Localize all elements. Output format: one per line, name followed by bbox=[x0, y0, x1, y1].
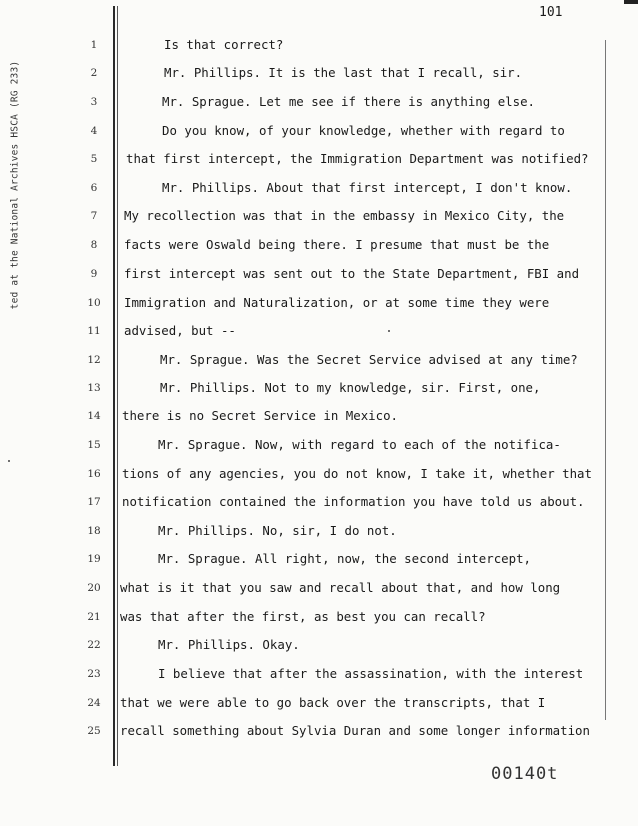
transcript-line bbox=[0, 522, 638, 548]
transcript-line bbox=[0, 179, 638, 205]
transcript-line bbox=[0, 93, 638, 119]
document-id: 00140t bbox=[491, 764, 559, 784]
line-text: tions of any agencies, you do not know, I take it, whether that bbox=[122, 466, 592, 481]
line-number: 11 bbox=[87, 325, 101, 337]
line-text: Mr. Phillips. It is the last that I recall, sir. bbox=[164, 65, 523, 80]
line-number: 5 bbox=[90, 153, 98, 165]
transcript-line bbox=[0, 207, 638, 233]
line-number: 1 bbox=[90, 39, 98, 51]
line-number: 21 bbox=[87, 611, 101, 623]
transcript-line bbox=[0, 265, 638, 291]
line-text: Mr. Phillips. No, sir, I do not. bbox=[158, 523, 397, 538]
line-text: Immigration and Naturalization, or at some time they were bbox=[124, 295, 550, 310]
line-text: Mr. Sprague. Let me see if there is anything else. bbox=[162, 94, 535, 109]
transcript-line bbox=[0, 36, 638, 62]
transcript-line bbox=[0, 294, 638, 320]
transcript-line bbox=[0, 493, 638, 519]
transcript-line bbox=[0, 550, 638, 576]
line-text: first intercept was sent out to the State Department, FBI and bbox=[124, 266, 580, 281]
transcript-line bbox=[0, 379, 638, 405]
line-number: 12 bbox=[87, 354, 101, 366]
line-text: Do you know, of your knowledge, whether with regard to bbox=[162, 123, 565, 138]
line-number: 6 bbox=[90, 182, 98, 194]
line-text: Mr. Phillips. Not to my knowledge, sir. First, one, bbox=[160, 380, 541, 395]
line-number: 4 bbox=[90, 125, 98, 137]
line-text: there is no Secret Service in Mexico. bbox=[122, 408, 399, 423]
line-number: 20 bbox=[87, 582, 101, 594]
line-text: that first intercept, the Immigration Department was notified? bbox=[126, 151, 589, 166]
line-number: 24 bbox=[87, 697, 101, 709]
transcript-line bbox=[0, 407, 638, 433]
line-number: 19 bbox=[87, 553, 101, 565]
line-text: I believe that after the assassination, with the interest bbox=[158, 666, 584, 681]
transcript-line bbox=[0, 665, 638, 691]
line-number: 13 bbox=[87, 382, 101, 394]
line-text: My recollection was that in the embassy in Mexico City, the bbox=[124, 208, 565, 223]
line-number: 8 bbox=[90, 239, 98, 251]
line-number: 3 bbox=[90, 96, 98, 108]
transcript-line bbox=[0, 722, 638, 748]
line-text: what is it that you saw and recall about that, and how long bbox=[120, 580, 561, 595]
transcript-line bbox=[0, 122, 638, 148]
line-text: notification contained the information you have told us about. bbox=[122, 494, 585, 509]
line-text: recall something about Sylvia Duran and some longer information bbox=[120, 723, 590, 738]
transcript-line bbox=[0, 150, 638, 176]
line-text: Mr. Phillips. Okay. bbox=[158, 637, 300, 652]
line-number: 18 bbox=[87, 525, 101, 537]
line-text: Mr. Sprague. All right, now, the second intercept, bbox=[158, 551, 531, 566]
line-number: 22 bbox=[87, 639, 101, 651]
transcript-line bbox=[0, 579, 638, 605]
line-text: Is that correct? bbox=[164, 37, 284, 52]
line-number: 25 bbox=[87, 725, 101, 737]
line-text: was that after the first, as best you can recall? bbox=[120, 609, 486, 624]
line-number: 17 bbox=[87, 496, 101, 508]
transcript-line bbox=[0, 608, 638, 634]
page-number: 101 bbox=[539, 5, 563, 20]
line-number: 15 bbox=[87, 439, 101, 451]
corner-mark bbox=[624, 0, 638, 4]
line-text: Mr. Phillips. About that first intercept, I don't know. bbox=[162, 180, 573, 195]
transcript-line bbox=[0, 322, 638, 348]
line-number: 16 bbox=[87, 468, 101, 480]
transcript-line bbox=[0, 636, 638, 662]
line-text: Mr. Sprague. Now, with regard to each of the notifica- bbox=[158, 437, 561, 452]
transcript-line bbox=[0, 351, 638, 377]
transcript-line bbox=[0, 436, 638, 462]
archive-stamp-text: ted at the National Archives HSCA (RG 233) bbox=[9, 60, 21, 310]
line-number: 14 bbox=[87, 410, 101, 422]
transcript-line bbox=[0, 694, 638, 720]
line-number: 7 bbox=[90, 210, 98, 222]
line-number: 10 bbox=[87, 297, 101, 309]
line-number: 23 bbox=[87, 668, 101, 680]
transcript-line bbox=[0, 64, 638, 90]
line-text: that we were able to go back over the transcripts, that I bbox=[120, 695, 546, 710]
line-text: facts were Oswald being there. I presume that must be the bbox=[124, 237, 550, 252]
transcript-line bbox=[0, 236, 638, 262]
line-text: advised, but -- bbox=[124, 323, 236, 338]
transcript-line bbox=[0, 465, 638, 491]
line-text: Mr. Sprague. Was the Secret Service advised at any time? bbox=[160, 352, 578, 367]
line-number: 2 bbox=[90, 67, 98, 79]
line-number: 9 bbox=[90, 268, 98, 280]
